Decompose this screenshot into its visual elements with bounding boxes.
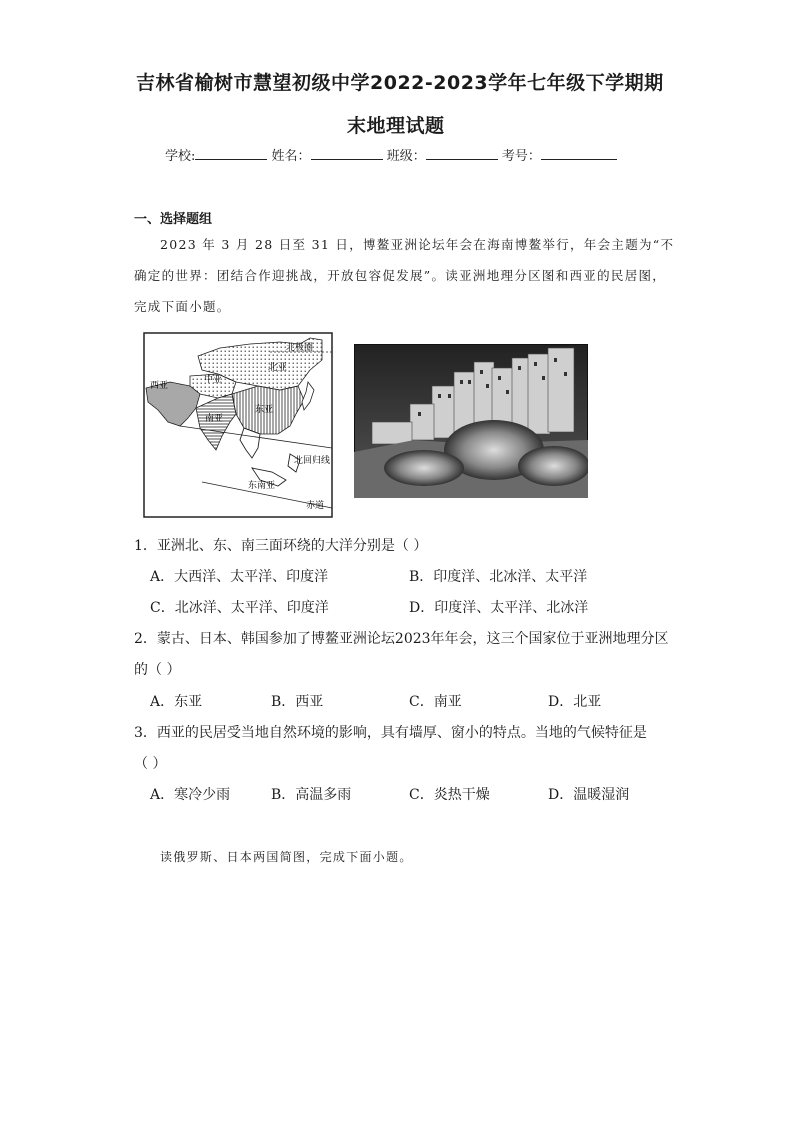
next-group-intro: 读俄罗斯、日本两国简图，完成下面小题。 bbox=[160, 850, 413, 864]
southeast-asia-label: 东南亚 bbox=[248, 481, 276, 491]
exam-no-label: 考号： bbox=[501, 149, 541, 164]
south-asia-label: 南亚 bbox=[205, 414, 224, 424]
student-info-line bbox=[165, 145, 617, 164]
asia-regions-map bbox=[140, 330, 336, 520]
question-1-option-a[interactable]: A．大西洋、太平洋、印度洋 bbox=[150, 569, 329, 585]
class-label: 班级： bbox=[386, 149, 426, 164]
question-1-option-b[interactable]: B．印度洋、北冰洋、太平洋 bbox=[409, 569, 588, 585]
question-3-stem-line1: 3．西亚的民居受当地自然环境的影响，具有墙厚、窗小的特点。当地的气候特征是 bbox=[134, 725, 647, 741]
question-3-option-d[interactable]: D．温暖湿润 bbox=[548, 787, 630, 803]
name-blank[interactable] bbox=[311, 146, 383, 160]
document-title-line1: 吉林省榆树市慧望初级中学2022-2023学年七年级下学期期 bbox=[136, 72, 664, 94]
question-3-stem-line2: （ ） bbox=[134, 756, 167, 772]
exam-no-blank[interactable] bbox=[541, 146, 617, 160]
school-blank[interactable] bbox=[195, 146, 267, 160]
intro-line-3: 完成下面小题。 bbox=[134, 299, 231, 314]
central-asia-label: 中亚 bbox=[204, 375, 223, 385]
east-asia-label: 东亚 bbox=[255, 405, 274, 415]
question-2-stem-line2: 的（ ） bbox=[134, 662, 181, 678]
question-3-option-c[interactable]: C．炎热干燥 bbox=[409, 787, 490, 803]
arctic-circle-label: 北极圈 bbox=[286, 343, 314, 353]
intro-line-2: 确定的世界：团结合作迎挑战，开放包容促发展”。读亚洲地理分区图和西亚的民居图， bbox=[134, 268, 667, 283]
class-blank[interactable] bbox=[426, 146, 498, 160]
school-label: 学校: bbox=[165, 149, 196, 164]
question-2-stem-line1: 2．蒙古、日本、韩国参加了博鳌亚洲论坛2023年年会，这三个国家位于亚洲地理分区 bbox=[134, 631, 669, 647]
tropic-label: 北回归线 bbox=[294, 456, 331, 466]
west-asia-label: 西亚 bbox=[150, 381, 169, 391]
question-2-option-a[interactable]: A．东亚 bbox=[150, 694, 203, 710]
name-label: 姓名： bbox=[271, 149, 311, 164]
west-asia-dwelling-photo bbox=[354, 344, 588, 498]
north-asia-label: 北亚 bbox=[268, 362, 288, 373]
question-2-option-c[interactable]: C．南亚 bbox=[409, 694, 462, 710]
question-2-option-d[interactable]: D．北亚 bbox=[548, 694, 602, 710]
question-2-option-b[interactable]: B．西亚 bbox=[271, 694, 324, 710]
question-1-option-d[interactable]: D．印度洋、太平洋、北冰洋 bbox=[409, 600, 589, 616]
intro-line-1: 2023 年 3 月 28 日至 31 日，博鳌亚洲论坛年会在海南博鳌举行，年会主题为“不 bbox=[160, 237, 675, 252]
document-title-line2: 末地理试题 bbox=[347, 115, 445, 137]
section-heading: 一、选择题组 bbox=[134, 212, 213, 227]
equator-label: 赤道 bbox=[306, 501, 325, 511]
question-1-option-c[interactable]: C．北冰洋、太平洋、印度洋 bbox=[150, 600, 329, 616]
question-1-stem: 1．亚洲北、东、南三面环绕的大洋分别是（ ） bbox=[134, 538, 428, 554]
question-3-option-b[interactable]: B．高温多雨 bbox=[271, 787, 352, 803]
question-3-option-a[interactable]: A．寒冷少雨 bbox=[150, 787, 231, 803]
